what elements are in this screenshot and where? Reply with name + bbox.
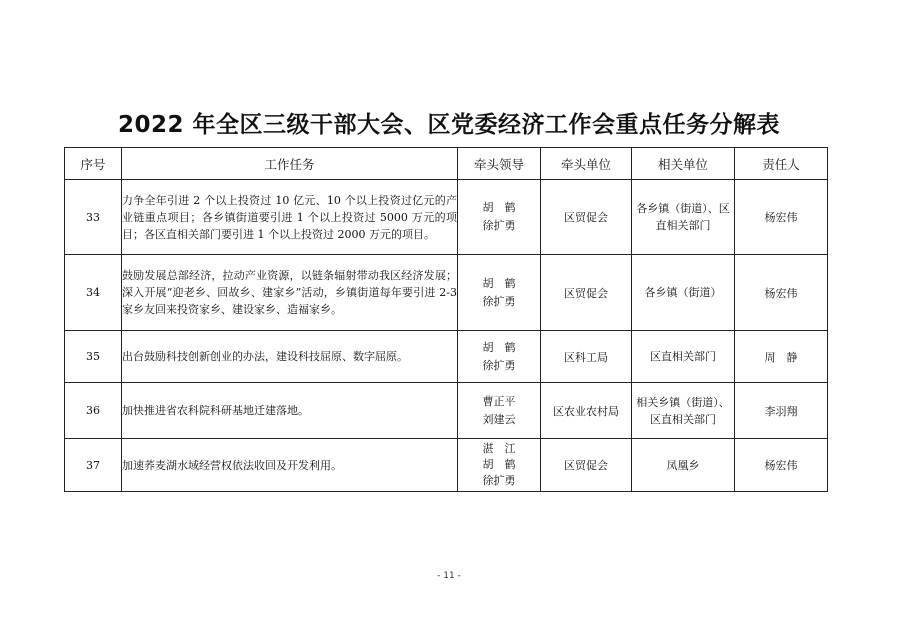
row-task: 力争全年引进 2 个以上投资过 10 亿元、10 个以上投资过亿元的产业链重点项目；各乡镇街道要引进 1 个以上投资过 5000 万元的项目；各区直相关部门要引进 1 个以上投资过 2000 万元的项目。 xyxy=(122,180,458,255)
header-lead-leader: 牵头领导 xyxy=(458,148,541,180)
leader-name: 胡 鹤 xyxy=(482,458,516,471)
header-person: 责任人 xyxy=(735,148,828,180)
table-row xyxy=(65,180,828,255)
leader-name: 徐扩勇 xyxy=(482,474,516,487)
table-header-row xyxy=(65,148,828,180)
row-person: 杨宏伟 xyxy=(735,180,828,255)
row-person: 周 静 xyxy=(735,331,828,383)
row-leaders xyxy=(458,255,541,331)
leader-name: 胡 鹤 xyxy=(482,276,516,290)
row-no: 37 xyxy=(65,439,122,492)
row-lead-unit: 区科工局 xyxy=(541,331,632,383)
leader-name: 曹正平 xyxy=(482,394,516,408)
row-related-unit: 各乡镇（街道）、区直相关部门 xyxy=(632,180,735,255)
row-no: 33 xyxy=(65,180,122,255)
row-lead-unit: 区农业农村局 xyxy=(541,383,632,439)
row-related-unit: 相关乡镇（街道）、区直相关部门 xyxy=(632,383,735,439)
row-leaders xyxy=(458,439,541,492)
header-task: 工作任务 xyxy=(122,148,458,180)
row-lead-unit: 区贸促会 xyxy=(541,180,632,255)
leader-name: 湛 江 xyxy=(482,442,516,455)
row-leaders xyxy=(458,331,541,383)
row-task: 加快推进省农科院科研基地迁建落地。 xyxy=(122,383,458,439)
row-task: 加速荞麦湖水域经营权依法收回及开发利用。 xyxy=(122,439,458,492)
row-person: 杨宏伟 xyxy=(735,439,828,492)
leader-name: 徐扩勇 xyxy=(482,219,516,232)
table-row xyxy=(65,255,828,331)
header-lead-unit: 牵头单位 xyxy=(541,148,632,180)
row-lead-unit: 区贸促会 xyxy=(541,255,632,331)
row-related-unit: 各乡镇（街道） xyxy=(632,255,735,331)
task-table xyxy=(64,147,828,492)
row-task: 鼓励发展总部经济，拉动产业资源，以链条辐射带动我区经济发展；深入开展“迎老乡、回故乡、建家乡”活动，乡镇街道每年要引进 2-3 家乡友回来投资家乡、建设家乡、造福家乡。 xyxy=(122,255,458,331)
leader-name: 胡 鹤 xyxy=(482,340,516,354)
document-title: 2022 年全区三级干部大会、区党委经济工作会重点任务分解表 xyxy=(117,112,781,138)
header-related-unit: 相关单位 xyxy=(632,148,735,180)
table-row xyxy=(65,383,828,439)
page-number: - 11 - xyxy=(437,571,461,581)
row-lead-unit: 区贸促会 xyxy=(541,439,632,492)
row-no: 34 xyxy=(65,255,122,331)
row-related-unit: 区直相关部门 xyxy=(632,331,735,383)
row-person: 李羽翔 xyxy=(735,383,828,439)
table-row xyxy=(65,331,828,383)
leader-name: 徐扩勇 xyxy=(482,358,516,372)
header-no: 序号 xyxy=(65,148,122,180)
row-no: 35 xyxy=(65,331,122,383)
row-task: 出台鼓励科技创新创业的办法，建设科技屈原、数字屈原。 xyxy=(122,331,458,383)
leader-name: 徐扩勇 xyxy=(482,294,516,308)
leader-name: 胡 鹤 xyxy=(482,201,516,214)
row-leaders xyxy=(458,383,541,439)
row-leaders xyxy=(458,180,541,255)
row-person: 杨宏伟 xyxy=(735,255,828,331)
table-row xyxy=(65,439,828,492)
row-no: 36 xyxy=(65,383,122,439)
leader-name: 刘建云 xyxy=(482,412,516,426)
row-related-unit: 凤凰乡 xyxy=(632,439,735,492)
